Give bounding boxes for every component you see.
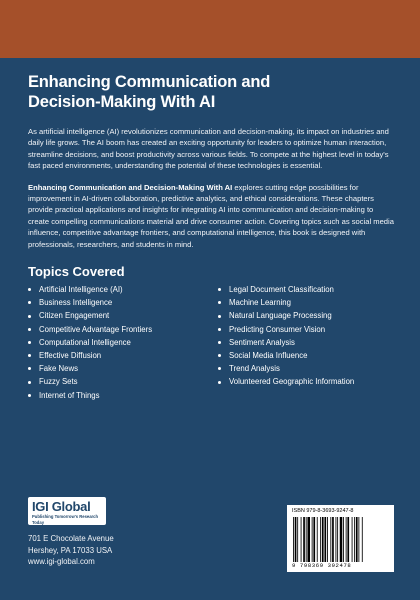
book-title-line1: Enhancing Communication and (28, 73, 271, 91)
bullet-icon (218, 315, 221, 318)
bullet-icon (218, 367, 221, 370)
publisher-block (28, 497, 114, 568)
barcode-icon (292, 517, 389, 562)
description-paragraph-1: As artificial intelligence (AI) revolutionizes communication and decision-making, its impact on industries and daily life grows. The AI boom has created an exciting opportunity for leaders to optimize human interaction, streamline decisions, and boost productivity across various fields. To compete at the highest level in today's fast paced environments, understanding the potential of these technologies is essential. (28, 127, 389, 171)
bullet-icon (28, 315, 31, 318)
topic-item: Effective Diffusion (28, 349, 218, 362)
description-paragraph-2 (28, 182, 394, 250)
bullet-icon (218, 288, 221, 291)
topic-item: Natural Language Processing (218, 309, 394, 322)
bullet-icon (28, 341, 31, 344)
topic-item: Internet of Things (28, 389, 218, 402)
topics-list (28, 283, 394, 402)
bullet-icon (28, 381, 31, 384)
address-line-2: Hershey, PA 17033 USA (28, 545, 113, 555)
bullet-icon (28, 301, 31, 304)
topic-item: Artificial Intelligence (AI) (28, 283, 218, 296)
topics-heading: Topics Covered (28, 264, 125, 280)
topic-item: Competitive Advantage Frontiers (28, 323, 218, 336)
back-cover-content (28, 72, 394, 402)
topic-item: Business Intelligence (28, 296, 218, 309)
isbn-barcode (287, 505, 394, 572)
bullet-icon (218, 354, 221, 357)
publisher-website: www.igi-global.com (28, 557, 95, 566)
publisher-logo-tagline: Publishing Tomorrow's Research Today (32, 514, 99, 525)
topic-item: Machine Learning (218, 296, 394, 309)
publisher-logo (28, 497, 106, 525)
bullet-icon (28, 394, 31, 397)
book-title-line2: Decision-Making With AI (28, 93, 216, 111)
book-title (28, 72, 394, 112)
bullet-icon (218, 381, 221, 384)
address-line-1: 701 E Chocolate Avenue (28, 534, 114, 543)
bullet-icon (28, 328, 31, 331)
topics-column-right (218, 283, 394, 402)
bullet-icon (218, 301, 221, 304)
topic-item: Fuzzy Sets (28, 375, 218, 388)
publisher-address (28, 533, 114, 568)
topic-item: Trend Analysis (218, 362, 394, 375)
topic-item: Citizen Engagement (28, 309, 218, 322)
publisher-logo-text: IGI Global (32, 499, 91, 514)
topic-item: Legal Document Classification (218, 283, 394, 296)
bullet-icon (28, 367, 31, 370)
topic-item: Predicting Consumer Vision (218, 323, 394, 336)
bullet-icon (218, 328, 221, 331)
bullet-icon (218, 341, 221, 344)
topic-item: Sentiment Analysis (218, 336, 394, 349)
topic-item: Computational Intelligence (28, 336, 218, 349)
topic-item: Volunteered Geographic Information (218, 375, 394, 388)
topic-item: Fake News (28, 362, 218, 375)
description-book-title: Enhancing Communication and Decision-Making With AI (28, 182, 233, 192)
barcode-digits: 9 798369 392478 (292, 562, 352, 569)
topics-column-left (28, 283, 218, 402)
bullet-icon (28, 354, 31, 357)
bullet-icon (28, 288, 31, 291)
isbn-label: ISBN 979-8-3693-9247-8 (292, 508, 354, 514)
top-color-band (0, 0, 420, 58)
description-paragraph-2-text: explores cutting edge possibilities for improvement in AI-driven collaboration, predictive analytics, and ethical considerations. These chapters provide practical applications and insights for integrating AI into communication and decision-making to create compelling communications material and drive consumer action. Covering topics such as social media influence, competitive advantage frontiers, and computational intelligence, this book is designed with professionals, researchers, and students in mind. (28, 182, 394, 249)
topic-item: Social Media Influence (218, 349, 394, 362)
